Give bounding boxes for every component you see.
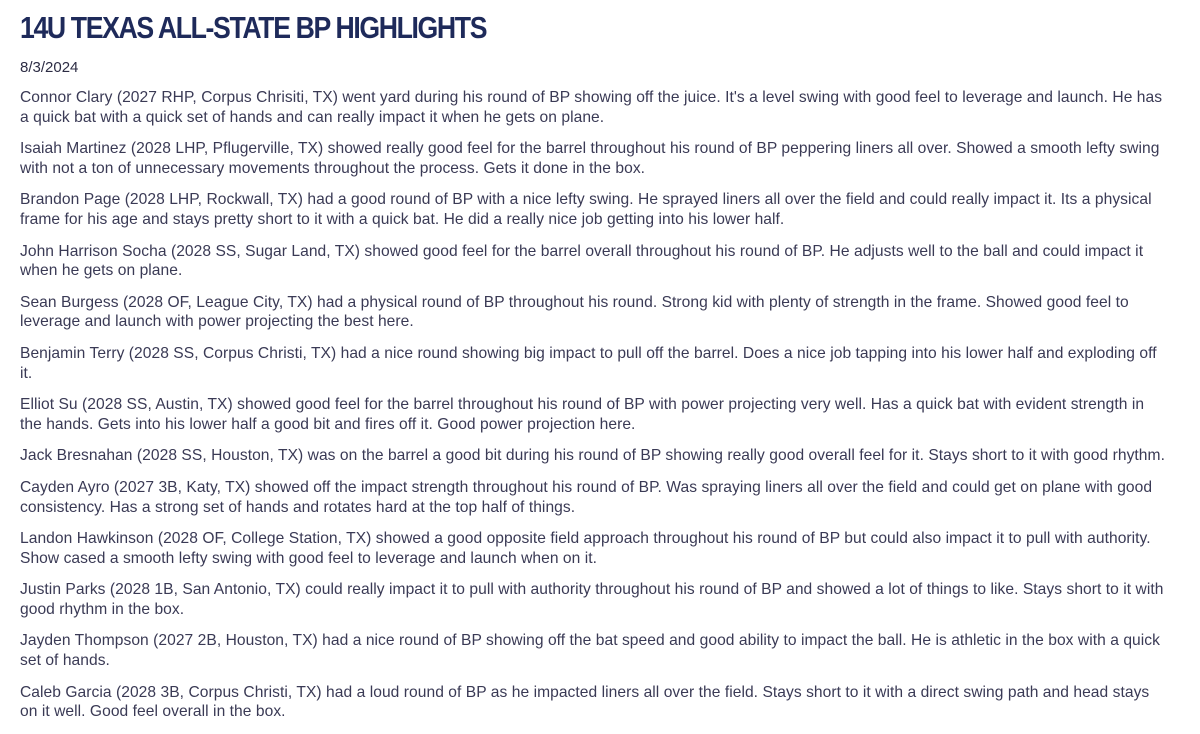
player-note: John Harrison Socha (2028 SS, Sugar Land, TX) showed good feel for the barrel overall throughout his round of BP. He adjusts well to the ball and could impact it when he gets on plane. — [20, 242, 1144, 280]
player-note: Cayden Ayro (2027 3B, Katy, TX) showed off the impact strength throughout his round of BP. Was spraying liners all over the field and could get on plane with good consistency. Has a strong set of hands and rotates hard at the top half of things. — [20, 478, 1153, 516]
player-note: Landon Hawkinson (2028 OF, College Station, TX) showed a good opposite field approach throughout his round of BP but could also impact it to pull with authority. Show cased a smooth lefty swing with good feel to leverage and launch when on it. — [20, 530, 1151, 567]
player-note: Justin Parks (2028 1B, San Antonio, TX) could really impact it to pull with authority throughout his round of BP and showed a lot of things to like. Stays short to it with good rhythm in the box. — [20, 581, 1164, 618]
player-note: Jayden Thompson (2027 2B, Houston, TX) had a nice round of BP showing off the bat speed and good ability to impact the ball. He is athletic in the box with a quick set of hands. — [20, 632, 1160, 670]
player-note: Elliot Su (2028 SS, Austin, TX) showed good feel for the barrel throughout his round of BP with power projecting very well. Has a quick bat with evident strength in the hands. Gets into his lower half a good bit and fires off it. Good power projection here. — [20, 396, 1145, 433]
player-note: Brandon Page (2028 LHP, Rockwall, TX) had a good round of BP with a nice lefty swing. He sprayed liners all over the field and could really impact it. Its a physical frame for his age and stays pretty short to it with a quick bat. He did a really nice job getting into his lower half. — [20, 191, 1152, 228]
player-note: Caleb Garcia (2028 3B, Corpus Christi, TX) had a loud round of BP as he impacted liners all over the field. Stays short to it with a direct swing path and head stays on it well. Good feel overall in the box. — [20, 683, 1150, 721]
player-note: Jack Bresnahan (2028 SS, Houston, TX) was on the barrel a good bit during his round of BP showing really good overall feel for it. Stays short to it with good rhythm. — [20, 447, 1165, 465]
page-title: 14U TEXAS ALL-STATE BP HIGHLIGHTS — [20, 10, 487, 45]
publish-date: 8/3/2024 — [20, 59, 79, 76]
player-note: Connor Clary (2027 RHP, Corpus Chrisiti, TX) went yard during his round of BP showing off the juice. It's a level swing with good feel to leverage and launch. He has a quick bat with a quick set of hands and can really impact it when he gets on plane. — [20, 89, 1163, 126]
player-note: Benjamin Terry (2028 SS, Corpus Christi, TX) had a nice round showing big impact to pull off the barrel. Does a nice job tapping into his lower half and exploding off it. — [20, 344, 1157, 382]
player-note: Isaiah Martinez (2028 LHP, Pflugerville, TX) showed really good feel for the barrel throughout his round of BP peppering liners all over. Showed a smooth lefty swing with not a ton of unnecessary movements throughout the process. Gets it done in the box. — [20, 140, 1160, 177]
article — [20, 0, 1168, 734]
player-notes-list — [20, 88, 1168, 722]
player-note: Sean Burgess (2028 OF, League City, TX) had a physical round of BP throughout his round. Strong kid with plenty of strength in the frame. Showed good feel to leverage and launch with power projecting the best here. — [20, 293, 1129, 331]
